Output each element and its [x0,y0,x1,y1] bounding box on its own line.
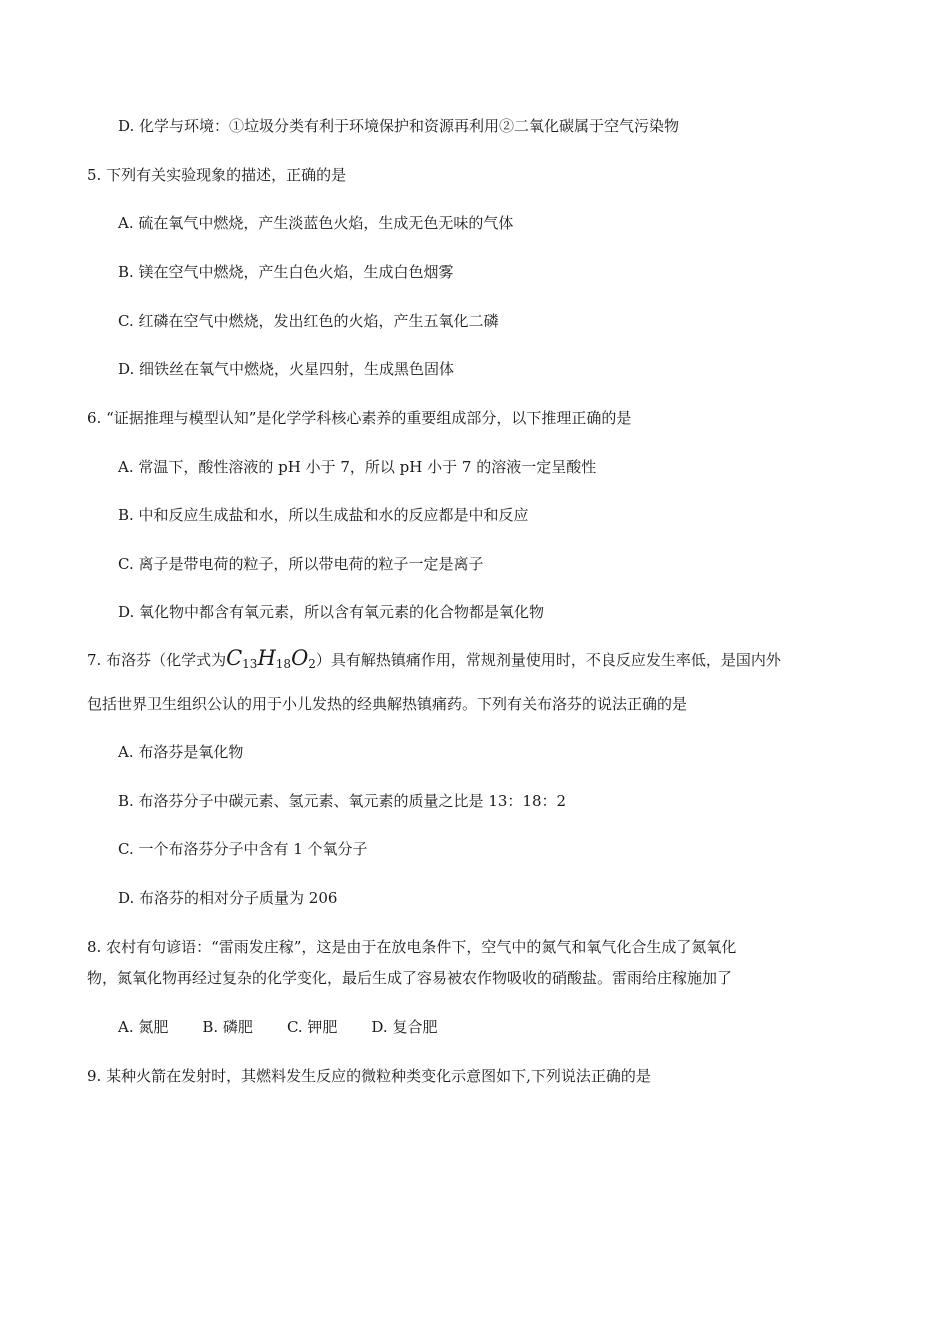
q5-option-a: A. 硫在氧气中燃烧，产生淡蓝色火焰，生成无色无味的气体 [118,214,514,232]
q8-option-d: D. 复合肥 [371,1018,438,1036]
ibuprofen-formula: $C_{13}H_{18}O_2$ [226,646,316,671]
q8-stem-line2: 物，氮氧化物再经过复杂的化学变化，最后生成了容易被农作物吸收的硝酸盐。雷雨给庄稼施加了 [87,969,733,987]
q4-option-d: D. 化学与环境：①垃圾分类有利于环境保护和资源再利用②二氧化碳属于空气污染物 [118,117,680,135]
q6-option-b: B. 中和反应生成盐和水，所以生成盐和水的反应都是中和反应 [118,506,529,524]
q7-stem-end: ）具有解热镇痛作用，常规剂量使用时，不良反应发生率低，是国内外 [315,651,781,669]
q7-stem-line2: 包括世界卫生组织公认的用于小儿发热的经典解热镇痛药。下列有关布洛芬的说法正确的是 [87,695,688,713]
q5-option-b: B. 镁在空气中燃烧，产生白色火焰，生成白色烟雾 [118,263,454,281]
q8-stem-line1: 8. 农村有句谚语：“雷雨发庄稼”，这是由于在放电条件下，空气中的氮气和氧气化合生成了氮氧化 [87,938,737,956]
q6-option-d: D. 氧化物中都含有氧元素，所以含有氧元素的化合物都是氧化物 [118,603,545,621]
q7-option-c: C. 一个布洛芬分子中含有 1 个氧分子 [118,840,368,858]
q5-option-c: C. 红磷在空气中燃烧，发出红色的火焰，产生五氧化二磷 [118,312,499,330]
q7-stem-start: 7. 布洛芬（化学式为 [87,651,227,669]
q6-stem: 6. “证据推理与模型认知”是化学学科核心素养的重要组成部分，以下推理正确的是 [87,409,632,427]
q5-stem: 5. 下列有关实验现象的描述，正确的是 [87,166,347,184]
q8-option-c: C. 钾肥 [286,1018,338,1036]
q8-option-a: A. 氮肥 [118,1018,169,1036]
q8-option-b: B. 磷肥 [202,1018,253,1036]
q7-option-b: B. 布洛芬分子中碳元素、氢元素、氧元素的质量之比是 13：18：2 [118,792,567,810]
q6-option-a: A. 常温下，酸性溶液的 pH 小于 7，所以 pH 小于 7 的溶液一定呈酸性 [118,458,597,476]
q7-option-a: A. 布洛芬是氧化物 [118,743,244,761]
q7-option-d: D. 布洛芬的相对分子质量为 206 [118,889,338,907]
q7-stem-line1 [87,648,781,674]
q9-stem: 9. 某种火箭在发射时，其燃料发生反应的微粒种类变化示意图如下,下列说法正确的是 [87,1067,651,1085]
q5-option-d: D. 细铁丝在氧气中燃烧，火星四射，生成黑色固体 [118,360,455,378]
q8-options [118,1017,437,1037]
q6-option-c: C. 离子是带电荷的粒子，所以带电荷的粒子一定是离子 [118,555,484,573]
